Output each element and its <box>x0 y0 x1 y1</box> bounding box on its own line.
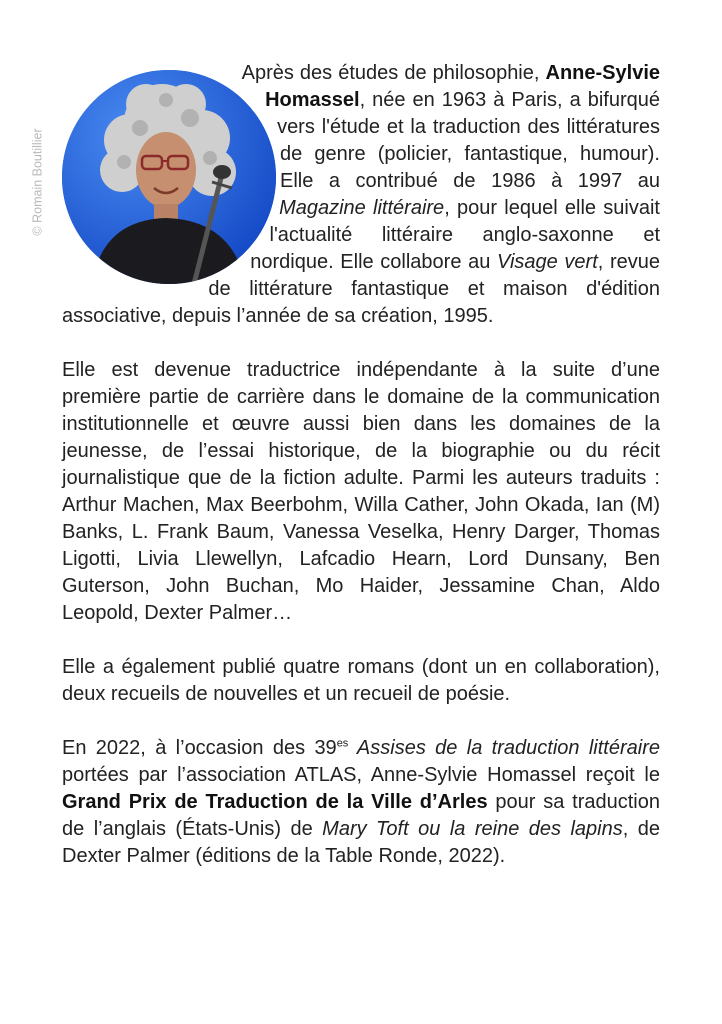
book-title: Mary Toft ou la reine des lapins <box>322 818 623 840</box>
paragraph-publications: Elle a également publié quatre romans (dont un en collaboration), deux recueils de nouvelles et un recueil de poésie. <box>62 656 660 705</box>
prize-name: Grand Prix de Traduction de la Ville d’Arles <box>62 791 488 813</box>
event-title: Assises de la traduction littéraire <box>348 737 660 759</box>
review-title: Visage vert <box>496 251 598 273</box>
portrait-photo <box>62 70 276 284</box>
magazine-title: Magazine littéraire <box>279 197 445 219</box>
paragraph-translator: Elle est devenue traductrice indépendante à la suite d’une première partie de carrière dans le domaine de la communication institutionnelle et œuvre aussi bien dans les domaines de la jeunesse, de l’essai historique, de la biographie ou du récit journalistique que de la fiction adulte. Parmi les auteurs traduits : Arthur Machen, Max Beerbohm, Willa Cather, John Okada, Ian (M) Banks, L. Frank Baum, Vanessa Veselka, Henry Darger, Thomas Ligotti, Livia Llewellyn, Lafcadio Hearn, Lord Dunsany, Ben Guterson, John Buchan, Mo Haider, Jessamine Chan, Aldo Leopold, Dexter Palmer… <box>62 359 660 624</box>
photo-credit: © Romain Boutillier <box>31 128 46 236</box>
portrait-icon <box>62 70 276 284</box>
author-name: Anne-Sylvie Homassel <box>265 62 660 111</box>
biography <box>62 60 660 897</box>
paragraph-career-start: Après des études de philosophie, Anne-Sylvie Homassel, née en 1963 à Paris, a bifurqué vers l'étude et la traduction des littératures de genre (policier, fantastique, humour). Elle a contribué de 1986 à 1997 au Magazine littéraire, pour lequel elle suivait l'actualité littéraire anglo-saxonne et nordique. Elle collabore au Visage vert, revue de littérature fantastique et maison d'édition associative, depuis l’année de sa création, 1995. <box>62 62 660 327</box>
paragraph-prize: En 2022, à l’occasion des $39^{es}$ Assises de la traduction littéraire portées par l’association ATLAS, Anne-Sylvie Homassel reçoit le Grand Prix de Traduction de la Ville d’Arles pour sa traduction de l’anglais (États-Unis) de Mary Toft ou la reine des lapins, de Dexter Palmer (éditions de la Table Ronde, 2022). <box>62 737 661 867</box>
